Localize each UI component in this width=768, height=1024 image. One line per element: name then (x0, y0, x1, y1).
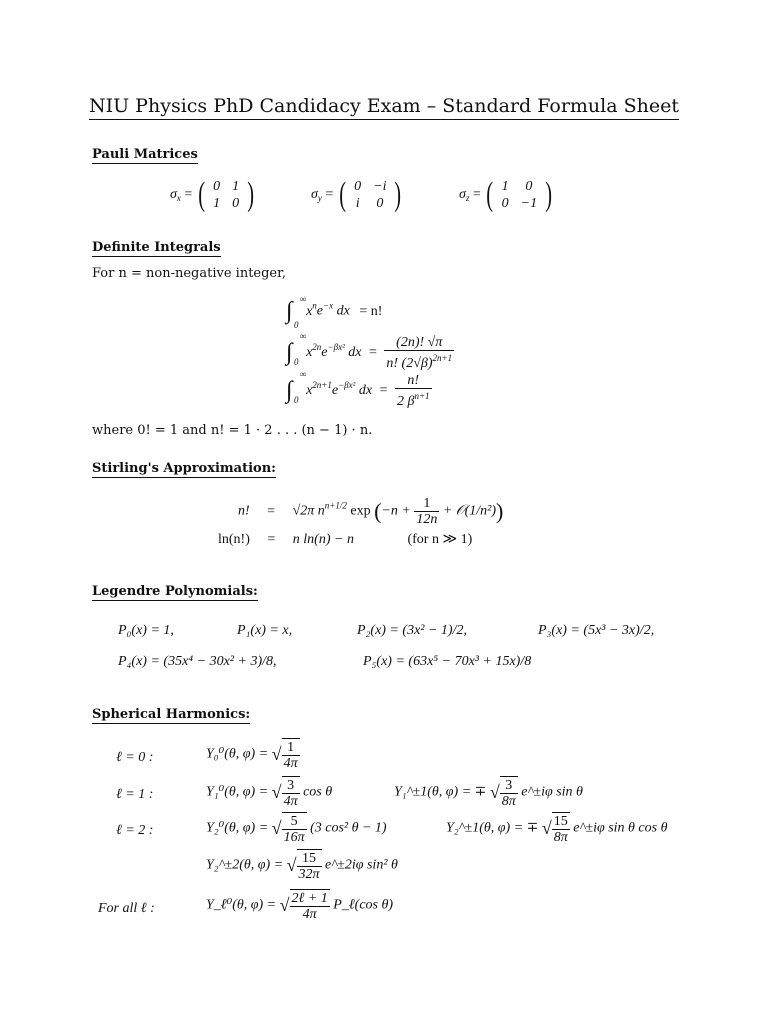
integral-2: ∫ ∞ 0 $x^{2n}e^{-\beta x^2}$ dx = $\frac{(2n)! √\pi}{n! (2√\beta)^{2n+1}}$ (286, 331, 453, 371)
harmonics-y00: Y₀⁰(θ, φ) = √ $\frac{1}{4\pi}$ (206, 740, 298, 771)
integrals-intro: For n = non-negative integer, (92, 266, 287, 281)
legendre-p2: P₂(x) = (3x² − 1)/2, (357, 623, 467, 638)
section-heading-pauli: Pauli Matrices (92, 147, 198, 162)
legendre-p3: P₃(x) = (5x³ − 3x)/2, (538, 623, 655, 638)
legendre-p1: P₁(x) = x, (237, 623, 293, 638)
pauli-sigma-y: $\sigma_y$ = ( 0 −i i 0 ) (311, 176, 402, 213)
harmonics-yl0: Y_ℓ⁰(θ, φ) = √ $\frac{\text{2ℓ + 1}}{4\pi}$ P_ℓ(cos θ) (206, 891, 394, 922)
harmonics-y10: Y₁⁰(θ, φ) = √ $\frac{3}{4\pi}$ cos θ (206, 778, 333, 809)
harmonics-l2-label: ℓ = 2 : (116, 823, 154, 838)
section-heading-integrals: Definite Integrals (92, 240, 221, 255)
section-heading-harmonics: Spherical Harmonics: (92, 707, 251, 722)
harmonics-all-label: For all ℓ : (98, 901, 155, 916)
stirling-line-1: n! = √2π $n^{n+1/2}$ exp (−n + $\frac{1}{12n}$ + 𝒪(1/n²)) (238, 496, 504, 527)
stirling-line-2: ln(n!) = n ln(n) − n (for n ≫ 1) (218, 532, 473, 547)
integral-3: ∫ ∞ 0 $x^{2n+1}e^{-\beta x^2}$ dx = $\frac{n!}{2 \beta^{n+1}}$ (286, 369, 430, 409)
legendre-p5: P₅(x) = (63x⁵ − 70x³ + 15x)/8 (363, 654, 532, 669)
harmonics-y2pm2: Y₂^±2(θ, φ) = √ $\frac{15}{32\pi}$ e^±2iφ sin² θ (206, 851, 398, 882)
harmonics-y1pm1: Y₁^±1(θ, φ) = ∓ √ $\frac{3}{8\pi}$ e^±iφ sin θ (394, 778, 583, 809)
legendre-p0: P₀(x) = 1, (118, 623, 174, 638)
legendre-p4: P₄(x) = (35x⁴ − 30x² + 3)/8, (118, 654, 277, 669)
harmonics-l1-label: ℓ = 1 : (116, 787, 154, 802)
section-heading-legendre: Legendre Polynomials: (92, 584, 258, 599)
integrals-footer: where 0! = 1 and n! = 1 · 2 . . . (n − 1) · n. (92, 423, 373, 438)
harmonics-l0-label: ℓ = 0 : (116, 750, 154, 765)
pauli-sigma-x: $\sigma_x$ = ( 0 1 1 0 ) (170, 176, 255, 213)
section-heading-stirling: Stirling's Approximation: (92, 461, 276, 476)
page-title: NIU Physics PhD Candidacy Exam – Standard Formula Sheet (0, 95, 768, 120)
harmonics-y20: Y₂⁰(θ, φ) = √ $\frac{5}{16\pi}$ (3 cos² θ − 1) (206, 814, 387, 845)
integral-1: ∫ ∞ 0 $x^ne^{-x}$ dx = n! (286, 294, 383, 330)
pauli-sigma-z: $\sigma_z$ = ( 1 0 0 −1 ) (459, 176, 553, 213)
harmonics-y2pm1: Y₂^±1(θ, φ) = ∓ √ $\frac{15}{8\pi}$ e^±iφ sin θ cos θ (446, 814, 668, 845)
